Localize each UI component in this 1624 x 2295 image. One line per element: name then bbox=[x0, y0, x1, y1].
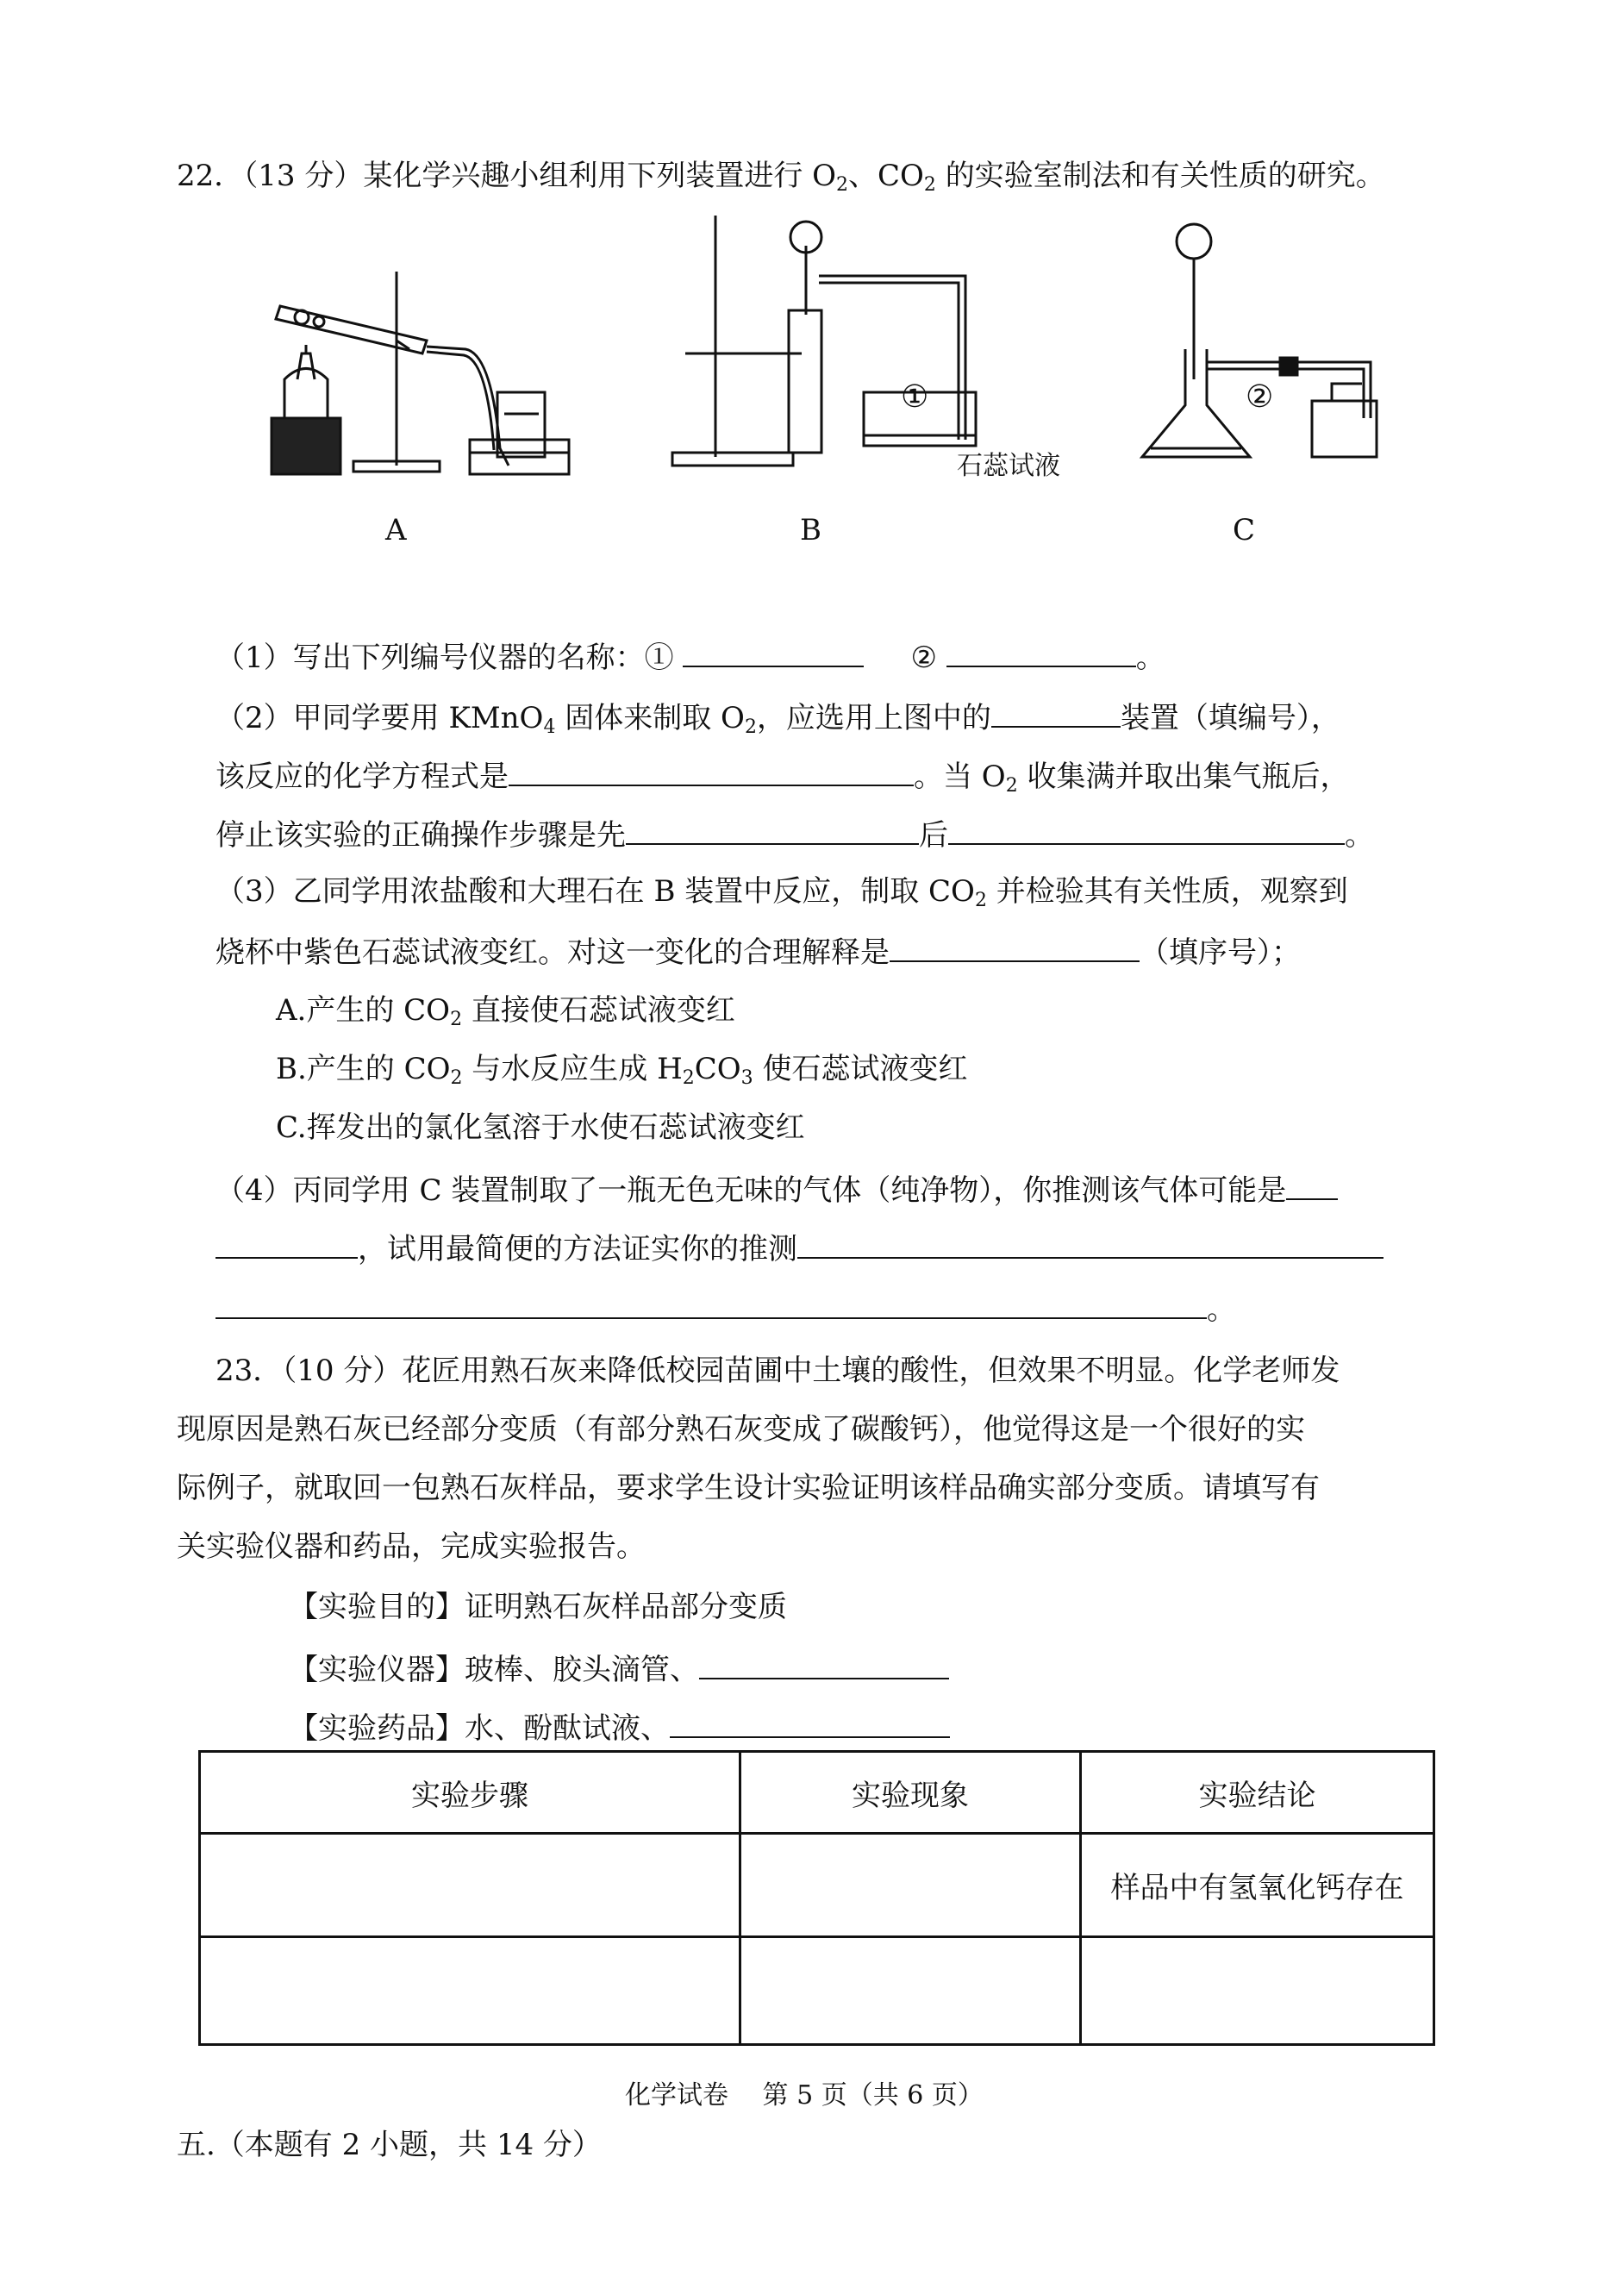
apparatus-b bbox=[672, 216, 976, 466]
answer-blank[interactable] bbox=[1286, 1169, 1338, 1200]
cell-phenomenon-1[interactable] bbox=[740, 1834, 1080, 1937]
cell-conclusion-1: 样品中有氢氧化钙存在 bbox=[1081, 1834, 1434, 1937]
page-footer: 化学试卷 第 5 页（共 6 页） bbox=[625, 2080, 984, 2111]
label-a: A bbox=[385, 513, 407, 547]
answer-blank[interactable] bbox=[215, 1228, 358, 1259]
q23-purpose: 【实验目的】证明熟石灰样品部分变质 bbox=[289, 1590, 787, 1624]
table-header-row bbox=[200, 1752, 1434, 1834]
cell-step-2[interactable] bbox=[200, 1937, 740, 2045]
q22-part2-line1: （2）甲同学要用 KMnO$_4$ 固体来制取 $O_2$，应选用上图中的 装置（填编号）， bbox=[215, 697, 1340, 747]
label-b: B bbox=[800, 513, 821, 547]
q22-option-a: A.产生的 $CO_2$ 直接使石蕊试液变红 bbox=[276, 993, 735, 1030]
cell-step-1[interactable] bbox=[200, 1834, 740, 1937]
q22-part3-line2: 烧杯中紫色石蕊试液变红。对这一变化的合理解释是 （填序号）； bbox=[215, 931, 1301, 972]
answer-blank[interactable] bbox=[509, 755, 914, 786]
apparatus-figure bbox=[250, 207, 1405, 552]
answer-blank[interactable] bbox=[946, 636, 1136, 667]
label-c: C bbox=[1233, 513, 1256, 547]
cell-phenomenon-2[interactable] bbox=[740, 1937, 1080, 2045]
answer-blank[interactable] bbox=[948, 814, 1345, 845]
q22-option-b: B.产生的 $CO_2$ 与水反应生成 $H_2CO_3$ 使石蕊试液变红 bbox=[276, 1052, 968, 1089]
answer-blank[interactable] bbox=[699, 1648, 949, 1679]
answer-blank[interactable] bbox=[991, 697, 1121, 728]
apparatus-a bbox=[272, 272, 569, 474]
q22-option-c: C.挥发出的氯化氢溶于水使石蕊试液变红 bbox=[276, 1110, 805, 1145]
answer-blank[interactable] bbox=[670, 1707, 950, 1738]
label-circle-1: ① bbox=[901, 379, 929, 415]
q23-line2: 现原因是熟石灰已经部分变质（有部分熟石灰变成了碳酸钙），他觉得这是一个很好的实 bbox=[177, 1412, 1305, 1447]
label-circle-2: ② bbox=[1246, 379, 1274, 415]
q22-intro: 22．（13 分）某化学兴趣小组利用下列装置进行 $O_2$、$CO_2$ 的实验室制法和有关性质的研究。 bbox=[177, 159, 1385, 196]
header-steps: 实验步骤 bbox=[200, 1752, 740, 1834]
q22-part1: （1）写出下列编号仪器的名称：① ② 。 bbox=[215, 636, 1165, 677]
table-row bbox=[200, 1937, 1434, 2045]
answer-blank[interactable] bbox=[797, 1228, 1384, 1259]
q23-reagents: 【实验药品】水、酚酞试液、 bbox=[289, 1707, 950, 1748]
answer-blank[interactable] bbox=[626, 814, 919, 845]
q22-part4-line1: （4）丙同学用 C 装置制取了一瓶无色无味的气体（纯净物），你推测该气体可能是 bbox=[215, 1169, 1338, 1210]
label-litmus: 石蕊试液 bbox=[957, 451, 1060, 481]
q23-line4: 关实验仪器和药品，完成实验报告。 bbox=[177, 1529, 646, 1564]
answer-blank[interactable] bbox=[215, 1288, 1207, 1319]
q23-instruments: 【实验仪器】玻棒、胶头滴管、 bbox=[289, 1648, 949, 1689]
q23-line3: 际例子，就取回一包熟石灰样品，要求学生设计实验证明该样品确实部分变质。请填写有 bbox=[177, 1471, 1320, 1505]
q22-part2-line3: 停止该实验的正确操作步骤是先 后 。 bbox=[215, 814, 1374, 854]
q22-part4-line2: ，试用最简便的方法证实你的推测 bbox=[215, 1228, 1384, 1268]
header-conclusion: 实验结论 bbox=[1081, 1752, 1434, 1834]
q22-part3-line1: （3）乙同学用浓盐酸和大理石在 B 装置中反应，制取 $CO_2$ 并检验其有关性质，观察到 bbox=[215, 874, 1348, 911]
experiment-report-table bbox=[198, 1750, 1435, 2046]
answer-blank[interactable] bbox=[683, 636, 864, 667]
q22-part2-line2: 该反应的化学方程式是 。当 $O_2$ 收集满并取出集气瓶后， bbox=[215, 755, 1350, 805]
apparatus-c bbox=[1142, 224, 1377, 457]
cell-conclusion-2[interactable] bbox=[1081, 1937, 1434, 2045]
answer-blank[interactable] bbox=[890, 931, 1140, 962]
table-row bbox=[200, 1834, 1434, 1937]
header-phenomena: 实验现象 bbox=[740, 1752, 1080, 1834]
q23-line1: 23．（10 分）花匠用熟石灰来降低校园苗圃中土壤的酸性，但效果不明显。化学老师发 bbox=[215, 1354, 1340, 1388]
q22-part4-line3: 。 bbox=[215, 1288, 1236, 1329]
section-five-heading: 五.（本题有 2 小题，共 14 分） bbox=[177, 2128, 602, 2162]
